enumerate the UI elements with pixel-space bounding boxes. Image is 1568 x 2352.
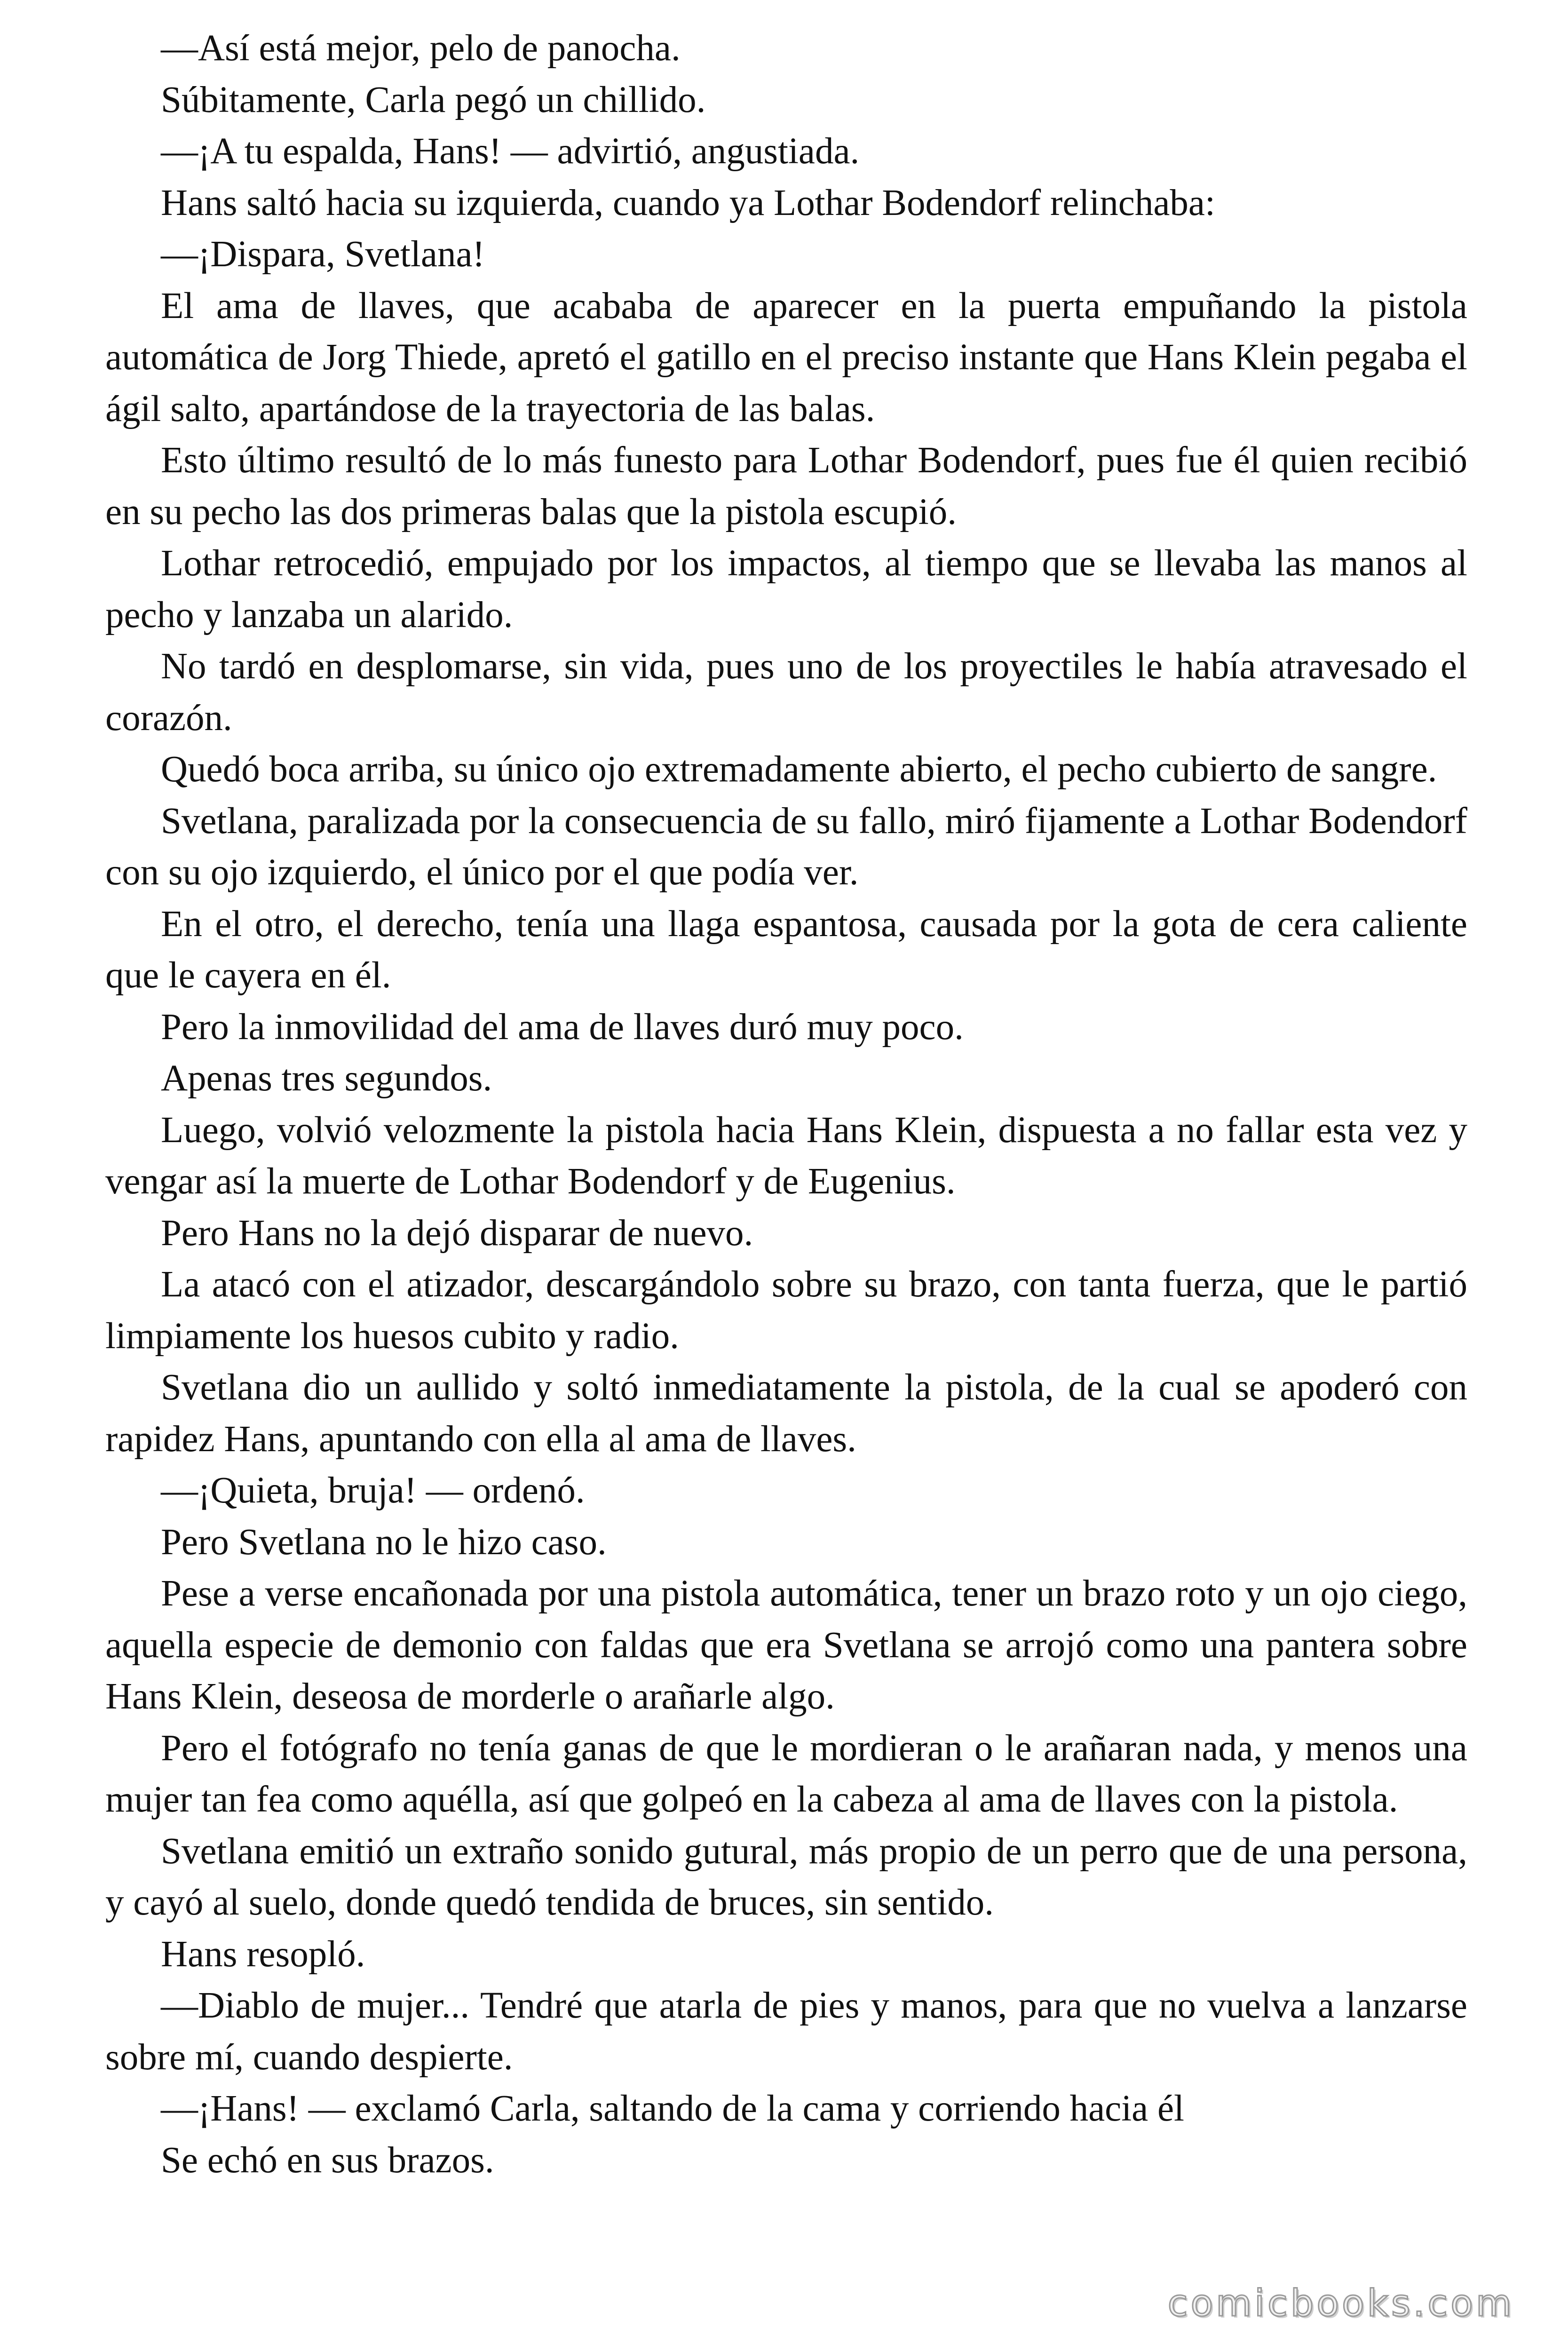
paragraph: —Así está mejor, pelo de panocha. — [161, 28, 681, 69]
paragraph: La atacó con el atizador, descargándolo sobre su brazo, con tanta fuerza, que le partió limpiamente los huesos cubito y radio. — [105, 1264, 1467, 1357]
paragraph: El ama de llaves, que acababa de aparecer en la puerta empuñando la pistola automática de Jorg Thiede, apretó el gatillo en el preciso instante que Hans Klein pegaba el ágil salto, apartándose de la trayectoria de las balas. — [105, 285, 1467, 429]
paragraph: Hans saltó hacia su izquierda, cuando ya Lothar Bodendorf relinchaba: — [161, 182, 1215, 223]
paragraph: —¡Hans! — exclamó Carla, saltando de la cama y corriendo hacia él — [161, 2088, 1184, 2129]
paragraph: Pero Hans no la dejó disparar de nuevo. — [161, 1212, 753, 1254]
paragraph: Pero la inmovilidad del ama de llaves duró muy poco. — [161, 1006, 964, 1048]
paragraph: Se echó en sus brazos. — [161, 2139, 494, 2181]
watermark-logo: comicbooks.com — [1167, 2282, 1514, 2325]
paragraph: Luego, volvió velozmente la pistola hacia Hans Klein, dispuesta a no fallar esta vez y vengar así la muerte de Lothar Bodendorf y de Eugenius. — [105, 1109, 1467, 1202]
paragraph: —¡A tu espalda, Hans! — advirtió, angustiada. — [161, 131, 860, 172]
paragraph: Pero Svetlana no le hizo caso. — [161, 1521, 607, 1563]
paragraph: Apenas tres segundos. — [161, 1058, 492, 1099]
page-text — [105, 23, 1467, 2186]
paragraph: Svetlana, paralizada por la consecuencia de su fallo, miró fijamente a Lothar Bodendorf con su ojo izquierdo, el único por el que podía ver. — [105, 800, 1467, 893]
paragraph: Hans resopló. — [161, 1933, 365, 1975]
paragraph: Svetlana emitió un extraño sonido gutural, más propio de un perro que de una persona, y cayó al suelo, donde quedó tendida de bruces, sin sentido. — [105, 1830, 1467, 1923]
paragraph: Pero el fotógrafo no tenía ganas de que le mordieran o le arañaran nada, y menos una mujer tan fea como aquélla, así que golpeó en la cabeza al ama de llaves con la pistola. — [105, 1727, 1467, 1820]
paragraph: No tardó en desplomarse, sin vida, pues uno de los proyectiles le había atravesado el corazón. — [105, 646, 1467, 739]
paragraph: Súbitamente, Carla pegó un chillido. — [161, 79, 706, 120]
paragraph: —Diablo de mujer... Tendré que atarla de pies y manos, para que no vuelva a lanzarse sobre mí, cuando despierte. — [105, 1985, 1467, 2078]
paragraph: Esto último resultó de lo más funesto para Lothar Bodendorf, pues fue él quien recibió en su pecho las dos primeras balas que la pistola escupió. — [105, 440, 1467, 532]
paragraph: Lothar retrocedió, empujado por los impactos, al tiempo que se llevaba las manos al pecho y lanzaba un alarido. — [105, 543, 1467, 636]
paragraph: Svetlana dio un aullido y soltó inmediatamente la pistola, de la cual se apoderó con rapidez Hans, apuntando con ella al ama de llaves. — [105, 1367, 1467, 1460]
paragraph: Quedó boca arriba, su único ojo extremadamente abierto, el pecho cubierto de sangre. — [161, 749, 1437, 790]
paragraph: —¡Quieta, bruja! — ordenó. — [161, 1470, 585, 1511]
paragraph: Pese a verse encañonada por una pistola automática, tener un brazo roto y un ojo ciego, aquella especie de demonio con faldas que era Svetlana se arrojó como una pantera sobre Hans Klein, deseosa de morderle o arañarle algo. — [105, 1573, 1467, 1717]
paragraph: —¡Dispara, Svetlana! — [161, 234, 485, 275]
paragraph: En el otro, el derecho, tenía una llaga espantosa, causada por la gota de cera caliente que le cayera en él. — [105, 903, 1467, 996]
